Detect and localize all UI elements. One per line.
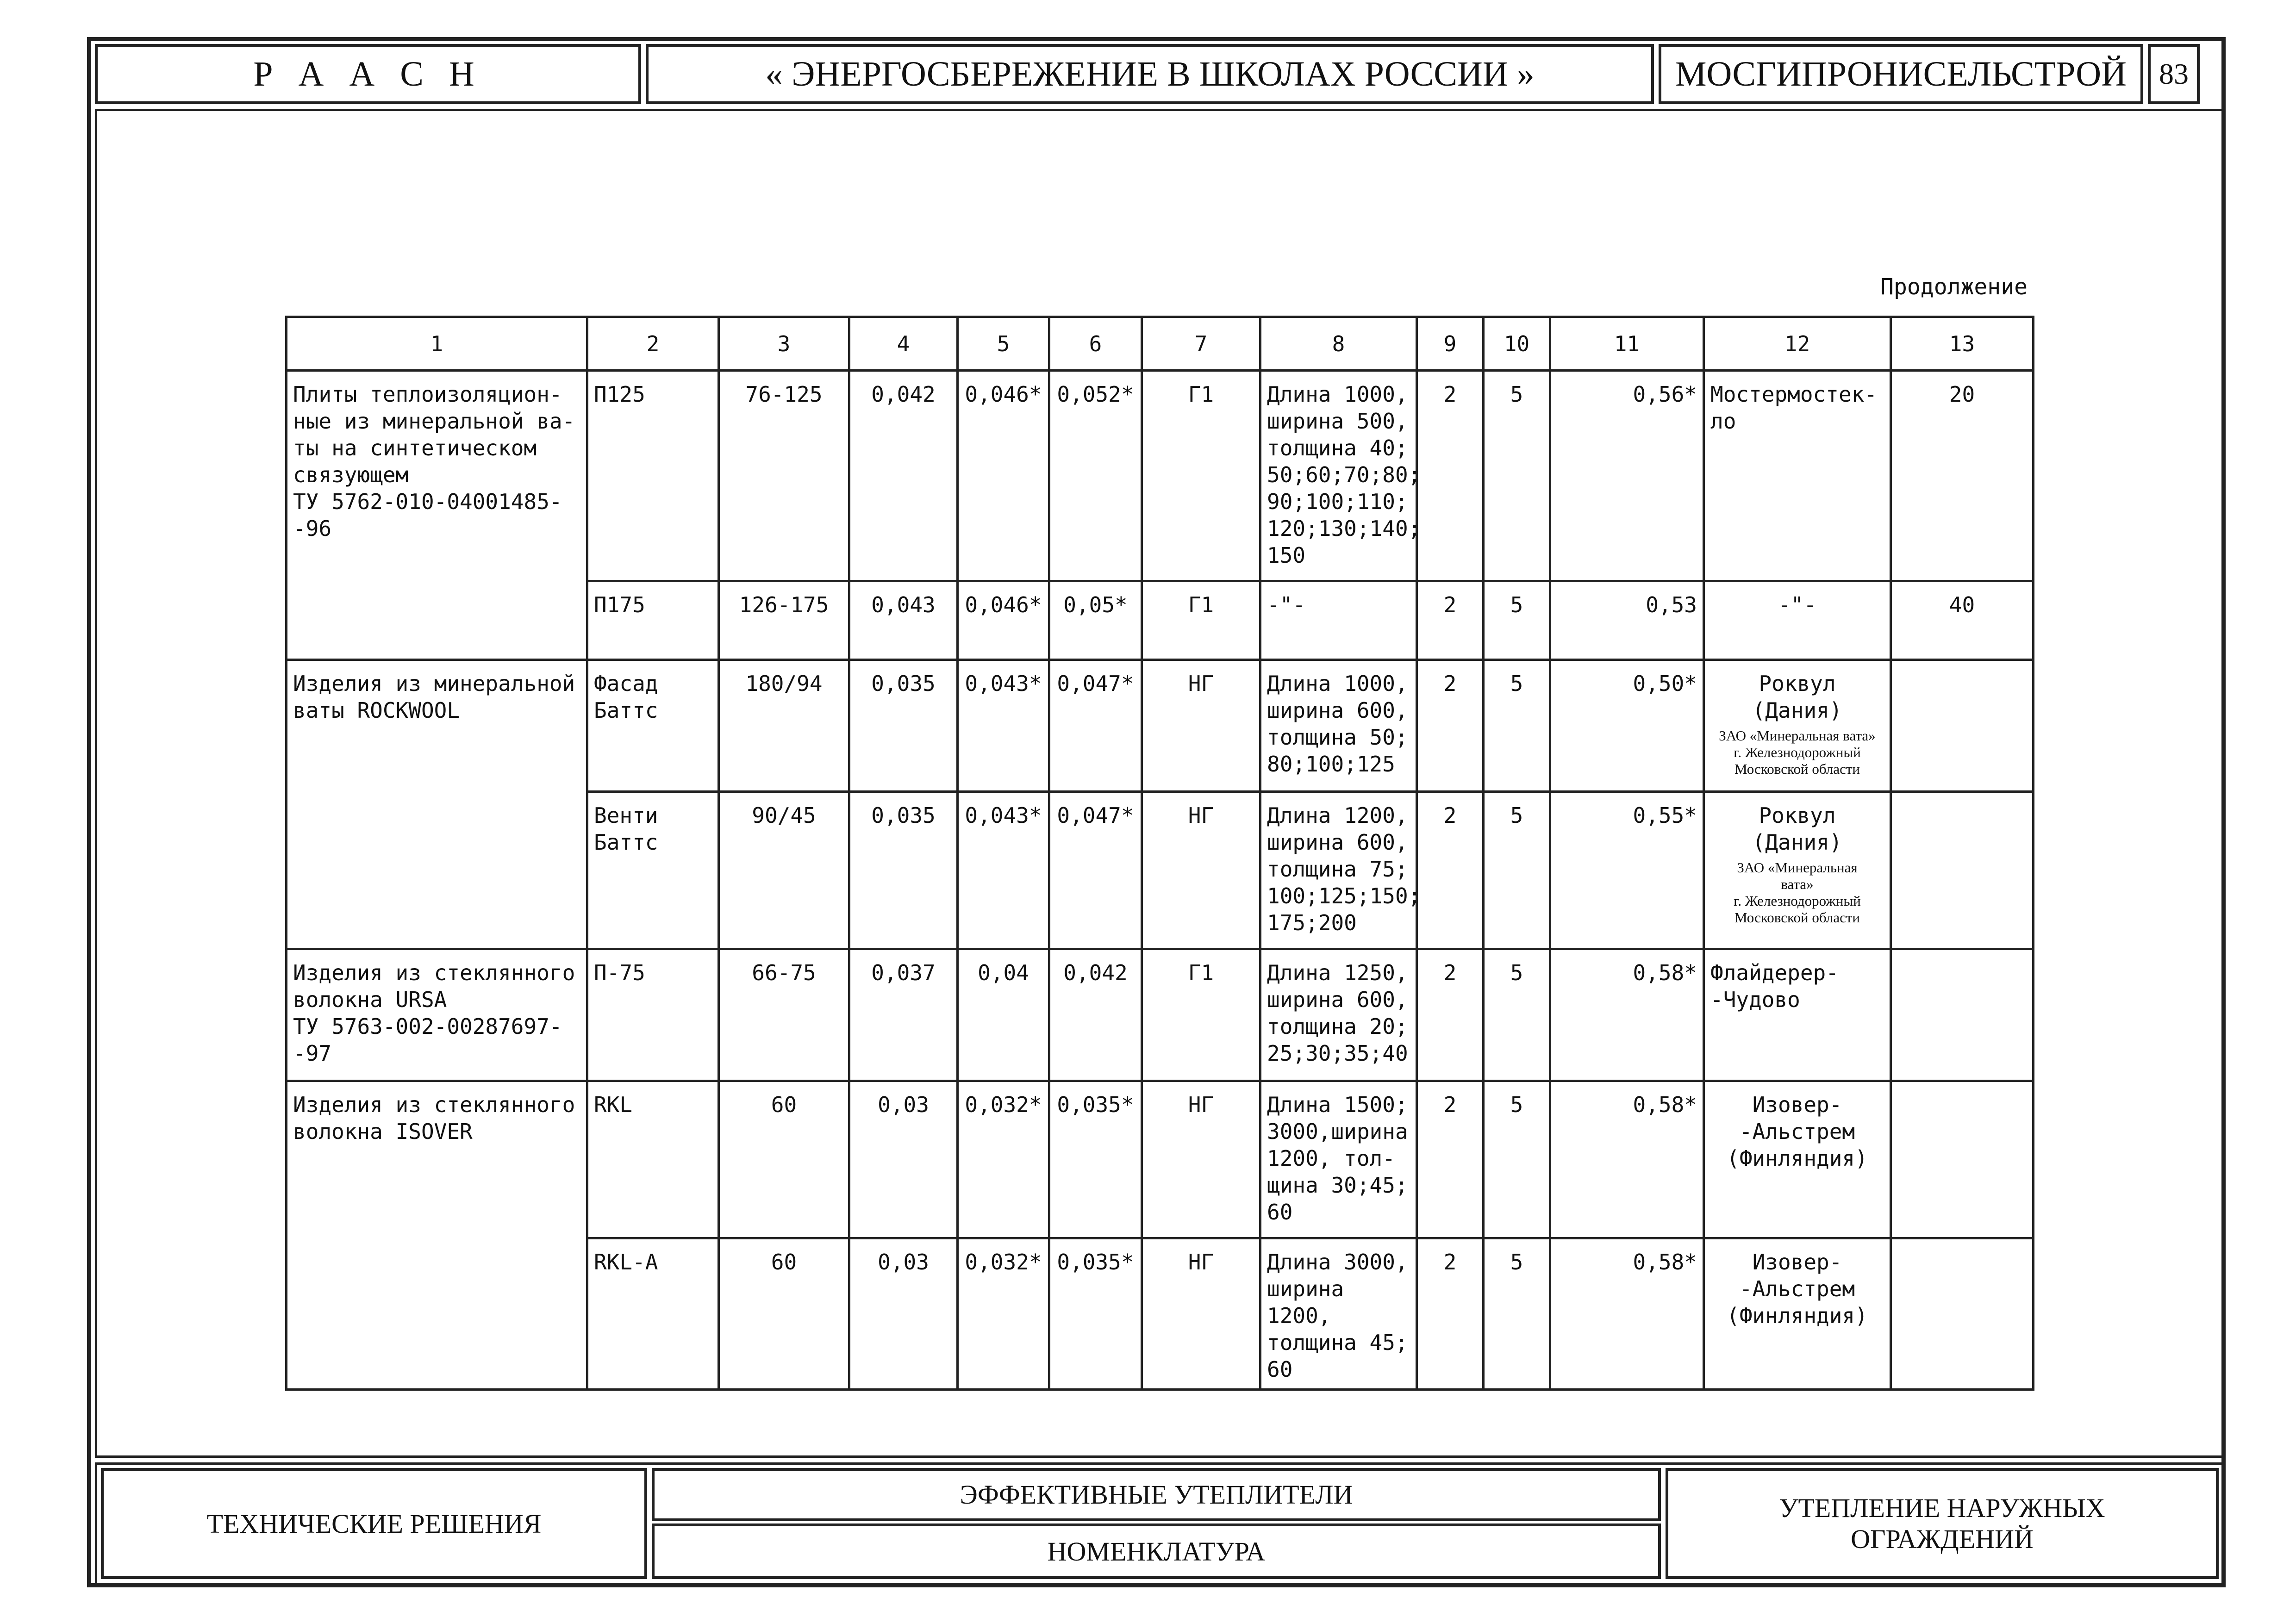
table-cell-c4: 0,035 [849, 660, 958, 792]
table-cell-c5: 0,043* [958, 660, 1049, 792]
table-cell-c4: 0,037 [849, 949, 958, 1081]
table-cell-c3: 90/45 [719, 792, 849, 949]
col-header: 12 [1704, 317, 1891, 371]
table-cell-c5: 0,032* [958, 1081, 1049, 1238]
col-header: 9 [1417, 317, 1484, 371]
table-cell-c13: 20 [1891, 371, 2034, 581]
table-cell-c9: 2 [1417, 1081, 1484, 1238]
table-cell-c7: Г1 [1142, 949, 1260, 1081]
manufacturer-name: Мостермостек- ло [1710, 382, 1878, 434]
header-org-text: Р А А С Н [253, 54, 483, 93]
table-cell-c3: 126-175 [719, 581, 849, 660]
table-cell-c9: 2 [1417, 1238, 1484, 1390]
table-cell-c9: 2 [1417, 792, 1484, 949]
table-cell-c12 [1704, 581, 1891, 660]
table-cell-c2: RKL [587, 1081, 719, 1238]
table-cell-c2: П-75 [587, 949, 719, 1081]
table-header-row [287, 317, 2034, 371]
footer-center-top-text: ЭФФЕКТИВНЫЕ УТЕПЛИТЕЛИ [960, 1480, 1353, 1510]
table-cell-c2: RKL-A [587, 1238, 719, 1390]
table-cell-c8: Длина 1000, ширина 500, толщина 40; 50;60;70;80; 90;100;110; 120;130;140; 150 [1260, 371, 1417, 581]
footer-center-bottom-text: НОМЕНКЛАТУРА [1047, 1536, 1266, 1567]
product-name-cell: Изделия из стеклянного волокна ISOVER [287, 1081, 587, 1390]
table-cell-c8: Длина 1250, ширина 600, толщина 20; 25;30;35;40 [1260, 949, 1417, 1081]
header-title-text: « ЭНЕРГОСБЕРЕЖЕНИЕ В ШКОЛАХ РОССИИ » [765, 54, 1535, 93]
footer-right [1666, 1468, 2219, 1579]
table-cell-c12 [1704, 792, 1891, 949]
table-cell-c11: 0,56* [1550, 371, 1704, 581]
table-cell-c5: 0,046* [958, 581, 1049, 660]
col-header: 2 [587, 317, 719, 371]
col-header: 10 [1484, 317, 1550, 371]
page-number-text: 83 [2159, 57, 2189, 90]
table-cell-c8: Длина 1500; 3000,ширина 1200, тол- щина 30;45; 60 [1260, 1081, 1417, 1238]
table-cell-c4: 0,03 [849, 1081, 958, 1238]
table-cell-c12 [1704, 371, 1891, 581]
table-cell-c10: 5 [1484, 581, 1550, 660]
manufacturer-name: Роквул (Дания) [1752, 803, 1842, 855]
table-cell-c11: 0,58* [1550, 1238, 1704, 1390]
manufacturer-name: Изовер- -Альстрем (Финляндия) [1727, 1092, 1868, 1171]
header-institute-text: МОСГИПРОНИСЕЛЬСТРОЙ [1675, 54, 2127, 93]
table-cell-c12 [1704, 949, 1891, 1081]
table-cell-c13 [1891, 1238, 2034, 1390]
table-cell-c11: 0,50* [1550, 660, 1704, 792]
table-cell-c11: 0,58* [1550, 1081, 1704, 1238]
table-cell-c10: 5 [1484, 792, 1550, 949]
table-cell-c10: 5 [1484, 1238, 1550, 1390]
table-cell-c11: 0,55* [1550, 792, 1704, 949]
table-row [287, 660, 2034, 792]
table-cell-c13 [1891, 660, 2034, 792]
table-cell-c4: 0,03 [849, 1238, 958, 1390]
table-cell-c9: 2 [1417, 371, 1484, 581]
footer-right-text: УТЕПЛЕНИЕ НАРУЖНЫХ ОГРАЖДЕНИЙ [1779, 1493, 2105, 1554]
table-cell-c13 [1891, 792, 2034, 949]
header-institute [1659, 44, 2143, 104]
page-number [2148, 44, 2200, 104]
table-cell-c13: 40 [1891, 581, 2034, 660]
table-cell-c7: НГ [1142, 792, 1260, 949]
col-header: 7 [1142, 317, 1260, 371]
col-header: 1 [287, 317, 587, 371]
table-cell-c2: П175 [587, 581, 719, 660]
table-cell-c6: 0,052* [1049, 371, 1142, 581]
table-cell-c7: НГ [1142, 1238, 1260, 1390]
col-header: 11 [1550, 317, 1704, 371]
table-cell-c10: 5 [1484, 949, 1550, 1081]
table-cell-c9: 2 [1417, 581, 1484, 660]
manufacturer-name: Флайдерер- -Чудово [1710, 960, 1839, 1012]
table-cell-c5: 0,046* [958, 371, 1049, 581]
table-cell-c6: 0,047* [1049, 792, 1142, 949]
footer-center-top [652, 1468, 1661, 1521]
manufacturer-note: ЗАО «Минеральная вата» г. Железнодорожный Московской области [1719, 728, 1876, 777]
table-cell-c6: 0,042 [1049, 949, 1142, 1081]
product-name-cell: Плиты теплоизоляцион- ные из минеральной ва- ты на синтетическом связующем ТУ 5762-010-04001485- -96 [287, 371, 587, 660]
table-cell-c13 [1891, 1081, 2034, 1238]
table-cell-c8: Длина 1200, ширина 600, толщина 75; 100;125;150; 175;200 [1260, 792, 1417, 949]
table-cell-c13 [1891, 949, 2034, 1081]
table-row [287, 1081, 2034, 1238]
table-cell-c6: 0,05* [1049, 581, 1142, 660]
col-header: 6 [1049, 317, 1142, 371]
table-cell-c6: 0,035* [1049, 1081, 1142, 1238]
manufacturer-note: ЗАО «Минеральная вата» г. Железнодорожный Московской области [1734, 859, 1861, 926]
table-cell-c12 [1704, 660, 1891, 792]
table-cell-c2: Фасад Баттс [587, 660, 719, 792]
table-cell-c7: НГ [1142, 660, 1260, 792]
manufacturer-name: Роквул (Дания) [1752, 671, 1842, 723]
col-header: 8 [1260, 317, 1417, 371]
table-cell-c8: Длина 3000, ширина 1200, толщина 45; 60 [1260, 1238, 1417, 1390]
table-cell-c10: 5 [1484, 1081, 1550, 1238]
table-cell-c2: П125 [587, 371, 719, 581]
table-cell-c9: 2 [1417, 949, 1484, 1081]
table-cell-c11: 0,53 [1550, 581, 1704, 660]
table-cell-c4: 0,043 [849, 581, 958, 660]
footer-left [101, 1468, 647, 1579]
table-cell-c4: 0,035 [849, 792, 958, 949]
table-cell-c2: Венти Баттс [587, 792, 719, 949]
table-cell-c12 [1704, 1081, 1891, 1238]
table-cell-c6: 0,047* [1049, 660, 1142, 792]
table-cell-c3: 60 [719, 1238, 849, 1390]
table-cell-c5: 0,043* [958, 792, 1049, 949]
continuation-label: Продолжение [1880, 274, 2028, 300]
table-cell-c3: 60 [719, 1081, 849, 1238]
col-header: 4 [849, 317, 958, 371]
table-row [287, 949, 2034, 1081]
table-cell-c7: Г1 [1142, 371, 1260, 581]
table-cell-c9: 2 [1417, 660, 1484, 792]
header-title [646, 44, 1654, 104]
table-cell-c8: Длина 1000, ширина 600, толщина 50; 80;100;125 [1260, 660, 1417, 792]
table-cell-c5: 0,04 [958, 949, 1049, 1081]
table-cell-c10: 5 [1484, 371, 1550, 581]
table-cell-c5: 0,032* [958, 1238, 1049, 1390]
header-org [95, 44, 641, 104]
table-cell-c3: 180/94 [719, 660, 849, 792]
col-header: 13 [1891, 317, 2034, 371]
table-cell-c4: 0,042 [849, 371, 958, 581]
table-cell-c10: 5 [1484, 660, 1550, 792]
table-cell-c8: -"- [1260, 581, 1417, 660]
table-cell-c7: Г1 [1142, 581, 1260, 660]
table-cell-c7: НГ [1142, 1081, 1260, 1238]
footer-center-bottom [652, 1524, 1661, 1579]
table-cell-c11: 0,58* [1550, 949, 1704, 1081]
table-cell-c6: 0,035* [1049, 1238, 1142, 1390]
col-header: 3 [719, 317, 849, 371]
table-cell-c12 [1704, 1238, 1891, 1390]
product-name-cell: Изделия из минеральной ваты ROCKWOOL [287, 660, 587, 949]
product-name-cell: Изделия из стеклянного волокна URSA ТУ 5763-002-00287697- -97 [287, 949, 587, 1081]
table-cell-c3: 76-125 [719, 371, 849, 581]
spec-table [285, 316, 2034, 1391]
manufacturer-name: -"- [1778, 592, 1817, 617]
table-cell-c3: 66-75 [719, 949, 849, 1081]
manufacturer-name: Изовер- -Альстрем (Финляндия) [1727, 1250, 1868, 1328]
table-row [287, 371, 2034, 581]
footer-left-text: ТЕХНИЧЕСКИЕ РЕШЕНИЯ [206, 1508, 542, 1539]
col-header: 5 [958, 317, 1049, 371]
